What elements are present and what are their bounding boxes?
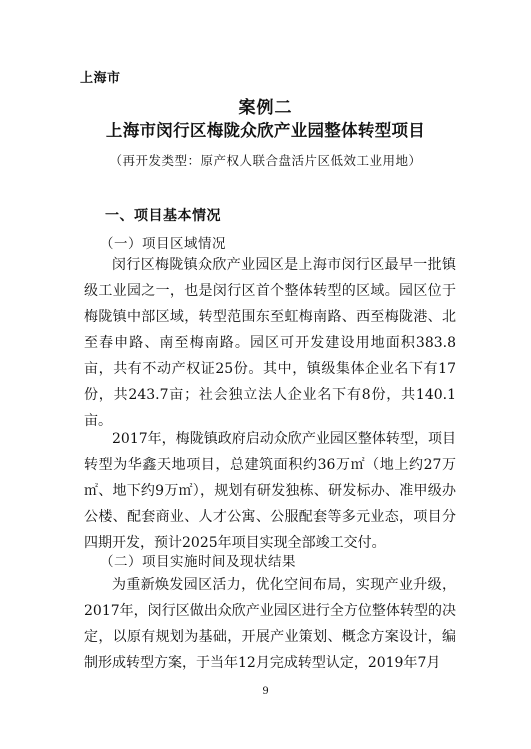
region-label: 上海市 — [80, 71, 121, 86]
subsection-heading-implementation: （二）项目实施时间及现状结果 — [100, 554, 296, 570]
paragraph-transformation: 2017年，梅陇镇政府启动众欣产业园区整体转型，项目转型为华鑫天地项目，总建筑面积约36万㎡（地上约27万㎡、地下约9万㎡），规划有研发独栋、研发标办、准甲级办公楼、配套商业、人才公寓、公服配套等多元业态，项目分四期开发，预计2025年项目实现全部竣工交付。 — [84, 431, 456, 551]
page-number: 9 — [262, 686, 269, 697]
page-subtitle: （再开发类型：原产权人联合盘活片区低效工业用地） — [109, 153, 422, 168]
paragraph-region: 闵行区梅陇镇众欣产业园区是上海市闵行区最早一批镇级工业园之一，也是闵行区首个整体转型的区域。园区位于梅陇镇中部区域，转型范围东至虹梅南路、西至梅陇港、北至春申路、南至梅南路。园区可开发建设用地面积383.8亩，共有不动产权证25份。其中，镇级集体企业名下有17份，共243.7亩；社会独立法人企业名下有8份，共140.1亩。 — [84, 257, 456, 429]
page-title: 上海市闵行区梅陇众欣产业园整体转型项目 — [105, 121, 426, 140]
section-heading-basic-info: 一、项目基本情况 — [105, 208, 221, 224]
subsection-heading-region: （一）项目区域情况 — [100, 236, 226, 252]
paragraph-implementation: 为重新焕发园区活力，优化空间布局，实现产业升级，2017年，闵行区做出众欣产业园区进行全方位整体转型的决定，以原有规划为基础，开展产业策划、概念方案设计，编制形成转型方案，于当年12月完成转型认定，2019年7月 — [84, 577, 456, 671]
case-number: 案例二 — [238, 98, 293, 118]
